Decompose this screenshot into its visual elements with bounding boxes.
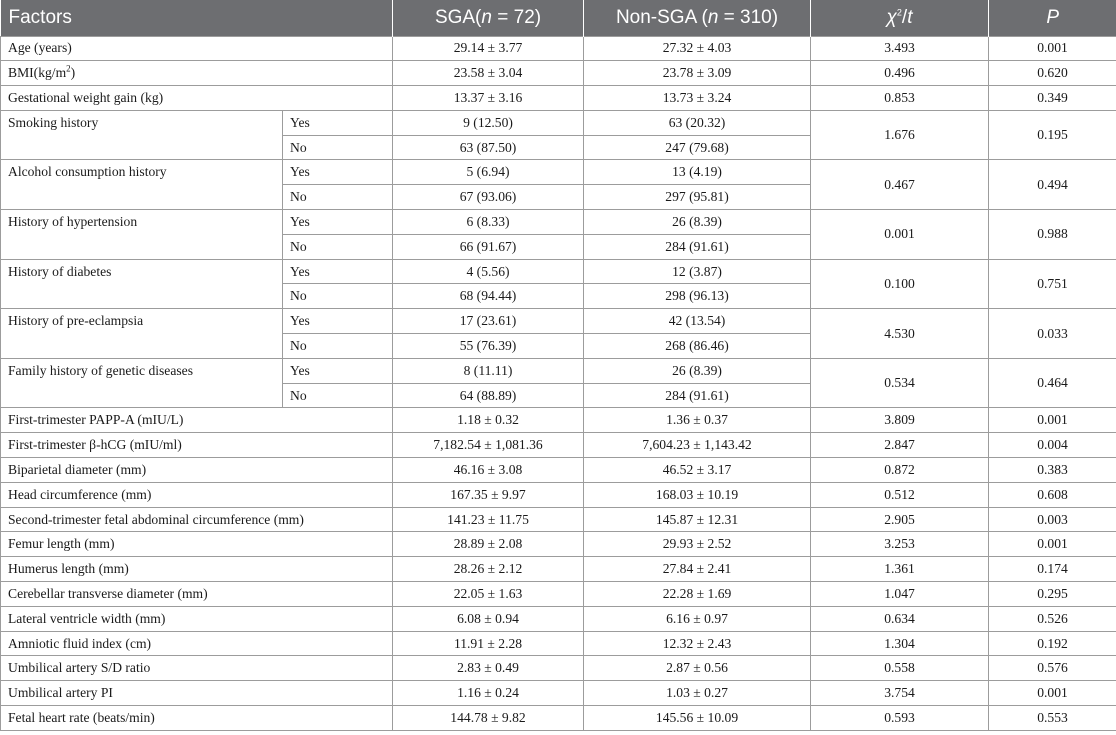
stat-cell: 0.512 <box>811 482 989 507</box>
stat-cell: 4.530 <box>811 309 989 359</box>
sga-cell: 28.89 ± 2.08 <box>393 532 584 557</box>
p-cell: 0.295 <box>989 582 1116 607</box>
group-factor-cell: Alcohol consumption history <box>1 160 283 210</box>
non-sga-cell: 22.28 ± 1.69 <box>584 582 811 607</box>
non-sga-cell: 29.93 ± 2.52 <box>584 532 811 557</box>
p-cell: 0.004 <box>989 433 1116 458</box>
p-cell: 0.001 <box>989 36 1116 61</box>
table-header <box>1 0 1116 36</box>
p-cell: 0.192 <box>989 631 1116 656</box>
sga-cell: 6.08 ± 0.94 <box>393 606 584 631</box>
sga-cell: 7,182.54 ± 1,081.36 <box>393 433 584 458</box>
yes-label-cell: Yes <box>283 210 393 235</box>
non-sga-cell: 23.78 ± 3.09 <box>584 61 811 86</box>
stat-cell: 0.467 <box>811 160 989 210</box>
sga-cell: 144.78 ± 9.82 <box>393 706 584 731</box>
table-row <box>1 309 1116 334</box>
stat-cell: 3.253 <box>811 532 989 557</box>
factor-cell: Cerebellar transverse diameter (mm) <box>1 582 393 607</box>
table-row <box>1 557 1116 582</box>
factor-cell: First-trimester PAPP-A (mIU/L) <box>1 408 393 433</box>
group-factor-cell: Smoking history <box>1 110 283 160</box>
no-label-cell: No <box>283 334 393 359</box>
table-row <box>1 433 1116 458</box>
stat-cell: 1.304 <box>811 631 989 656</box>
group-factor-cell: History of hypertension <box>1 210 283 260</box>
sga-cell: 68 (94.44) <box>393 284 584 309</box>
sga-cell: 63 (87.50) <box>393 135 584 160</box>
table-row <box>1 582 1116 607</box>
yes-label-cell: Yes <box>283 110 393 135</box>
stat-cell: 1.361 <box>811 557 989 582</box>
header-row <box>1 0 1116 36</box>
stat-cell: 2.847 <box>811 433 989 458</box>
p-cell: 0.494 <box>989 160 1116 210</box>
table-row <box>1 210 1116 235</box>
sga-cell: 55 (76.39) <box>393 334 584 359</box>
sga-cell: 2.83 ± 0.49 <box>393 656 584 681</box>
non-sga-cell: 12.32 ± 2.43 <box>584 631 811 656</box>
table-row <box>1 36 1116 61</box>
non-sga-cell: 145.87 ± 12.31 <box>584 507 811 532</box>
p-cell: 0.383 <box>989 458 1116 483</box>
sga-cell: 17 (23.61) <box>393 309 584 334</box>
factor-cell: $BMI(kg/m^2)$ <box>1 61 393 86</box>
p-cell: 0.620 <box>989 61 1116 86</box>
sga-cell: 23.58 ± 3.04 <box>393 61 584 86</box>
non-sga-cell: 27.32 ± 4.03 <box>584 36 811 61</box>
factor-cell: Gestational weight gain (kg) <box>1 86 393 111</box>
sga-cell: 13.37 ± 3.16 <box>393 86 584 111</box>
table-row <box>1 706 1116 731</box>
factor-cell: First-trimester β-hCG (mIU/ml) <box>1 433 393 458</box>
non-sga-cell: 13 (4.19) <box>584 160 811 185</box>
group-factor-cell: Family history of genetic diseases <box>1 358 283 408</box>
non-sga-cell: 13.73 ± 3.24 <box>584 86 811 111</box>
non-sga-cell: 298 (96.13) <box>584 284 811 309</box>
p-cell: 0.751 <box>989 259 1116 309</box>
table-body <box>1 36 1116 730</box>
non-sga-cell: 12 (3.87) <box>584 259 811 284</box>
stat-cell: 0.496 <box>811 61 989 86</box>
table-row <box>1 160 1116 185</box>
non-sga-cell: 284 (91.61) <box>584 234 811 259</box>
sga-cell: 28.26 ± 2.12 <box>393 557 584 582</box>
stat-cell: 1.676 <box>811 110 989 160</box>
sga-cell: 64 (88.89) <box>393 383 584 408</box>
yes-label-cell: Yes <box>283 358 393 383</box>
factor-cell: Biparietal diameter (mm) <box>1 458 393 483</box>
factor-cell: Lateral ventricle width (mm) <box>1 606 393 631</box>
p-cell: 0.464 <box>989 358 1116 408</box>
no-label-cell: No <box>283 185 393 210</box>
non-sga-cell: 1.36 ± 0.37 <box>584 408 811 433</box>
factor-cell: Umbilical artery S/D ratio <box>1 656 393 681</box>
stat-cell: 0.634 <box>811 606 989 631</box>
sga-cell: 6 (8.33) <box>393 210 584 235</box>
sga-cell: 22.05 ± 1.63 <box>393 582 584 607</box>
sga-cell: 11.91 ± 2.28 <box>393 631 584 656</box>
p-cell: 0.033 <box>989 309 1116 359</box>
stat-cell: 3.493 <box>811 36 989 61</box>
stat-cell: 0.853 <box>811 86 989 111</box>
factor-cell: Age (years) <box>1 36 393 61</box>
stat-cell: 0.001 <box>811 210 989 260</box>
non-sga-cell: 27.84 ± 2.41 <box>584 557 811 582</box>
non-sga-cell: 145.56 ± 10.09 <box>584 706 811 731</box>
non-sga-cell: 168.03 ± 10.19 <box>584 482 811 507</box>
p-cell: 0.988 <box>989 210 1116 260</box>
factor-cell: Fetal heart rate (beats/min) <box>1 706 393 731</box>
p-cell: 0.526 <box>989 606 1116 631</box>
factor-cell: Femur length (mm) <box>1 532 393 557</box>
table-row <box>1 110 1116 135</box>
non-sga-cell: 7,604.23 ± 1,143.42 <box>584 433 811 458</box>
header-test-statistic: $\chi^2/t$ <box>811 0 989 36</box>
table-row <box>1 358 1116 383</box>
non-sga-cell: 26 (8.39) <box>584 358 811 383</box>
p-cell: 0.576 <box>989 656 1116 681</box>
table-row <box>1 259 1116 284</box>
sga-cell: 66 (91.67) <box>393 234 584 259</box>
no-label-cell: No <box>283 135 393 160</box>
table-row <box>1 606 1116 631</box>
non-sga-cell: 247 (79.68) <box>584 135 811 160</box>
sga-cell: 67 (93.06) <box>393 185 584 210</box>
p-cell: 0.608 <box>989 482 1116 507</box>
table-row <box>1 458 1116 483</box>
header-p-value: P <box>989 0 1116 36</box>
sga-cell: 141.23 ± 11.75 <box>393 507 584 532</box>
factor-cell: Humerus length (mm) <box>1 557 393 582</box>
non-sga-cell: 26 (8.39) <box>584 210 811 235</box>
stat-cell: 2.905 <box>811 507 989 532</box>
table-row <box>1 631 1116 656</box>
no-label-cell: No <box>283 234 393 259</box>
sga-cell: 4 (5.56) <box>393 259 584 284</box>
p-cell: 0.553 <box>989 706 1116 731</box>
non-sga-cell: 46.52 ± 3.17 <box>584 458 811 483</box>
stat-cell: 0.558 <box>811 656 989 681</box>
no-label-cell: No <box>283 383 393 408</box>
factor-cell: Amniotic fluid index (cm) <box>1 631 393 656</box>
header-factors: Factors <box>8 6 72 28</box>
non-sga-cell: 284 (91.61) <box>584 383 811 408</box>
stat-cell: 0.534 <box>811 358 989 408</box>
stat-cell: 1.047 <box>811 582 989 607</box>
factor-cell: Second-trimester fetal abdominal circumference (mm) <box>1 507 393 532</box>
yes-label-cell: Yes <box>283 259 393 284</box>
table-row <box>1 482 1116 507</box>
group-factor-cell: History of diabetes <box>1 259 283 309</box>
non-sga-cell: 2.87 ± 0.56 <box>584 656 811 681</box>
p-cell: 0.349 <box>989 86 1116 111</box>
non-sga-cell: 297 (95.81) <box>584 185 811 210</box>
p-cell: 0.174 <box>989 557 1116 582</box>
header-sga: SGA(n = 72) <box>393 0 584 36</box>
no-label-cell: No <box>283 284 393 309</box>
non-sga-cell: 1.03 ± 0.27 <box>584 681 811 706</box>
sga-cell: 9 (12.50) <box>393 110 584 135</box>
table-row <box>1 507 1116 532</box>
non-sga-cell: 63 (20.32) <box>584 110 811 135</box>
sga-cell: 1.16 ± 0.24 <box>393 681 584 706</box>
sga-cell: 8 (11.11) <box>393 358 584 383</box>
table-row <box>1 61 1116 86</box>
non-sga-cell: 268 (86.46) <box>584 334 811 359</box>
factor-cell: Head circumference (mm) <box>1 482 393 507</box>
sga-cell: 5 (6.94) <box>393 160 584 185</box>
table-row <box>1 656 1116 681</box>
stat-cell: 0.872 <box>811 458 989 483</box>
stat-cell: 0.593 <box>811 706 989 731</box>
factor-cell: Umbilical artery PI <box>1 681 393 706</box>
yes-label-cell: Yes <box>283 160 393 185</box>
table-row <box>1 86 1116 111</box>
sga-cell: 1.18 ± 0.32 <box>393 408 584 433</box>
p-cell: 0.001 <box>989 681 1116 706</box>
p-cell: 0.001 <box>989 408 1116 433</box>
table-row <box>1 681 1116 706</box>
p-cell: 0.195 <box>989 110 1116 160</box>
p-cell: 0.001 <box>989 532 1116 557</box>
sga-cell: 46.16 ± 3.08 <box>393 458 584 483</box>
yes-label-cell: Yes <box>283 309 393 334</box>
stat-cell: 0.100 <box>811 259 989 309</box>
non-sga-cell: 6.16 ± 0.97 <box>584 606 811 631</box>
sga-cell: 29.14 ± 3.77 <box>393 36 584 61</box>
table-row <box>1 408 1116 433</box>
stat-cell: 3.809 <box>811 408 989 433</box>
sga-cell: 167.35 ± 9.97 <box>393 482 584 507</box>
non-sga-cell: 42 (13.54) <box>584 309 811 334</box>
p-cell: 0.003 <box>989 507 1116 532</box>
stat-cell: 3.754 <box>811 681 989 706</box>
header-non-sga: Non-SGA (n = 310) <box>584 0 811 36</box>
table-row <box>1 532 1116 557</box>
group-factor-cell: History of pre-eclampsia <box>1 309 283 359</box>
